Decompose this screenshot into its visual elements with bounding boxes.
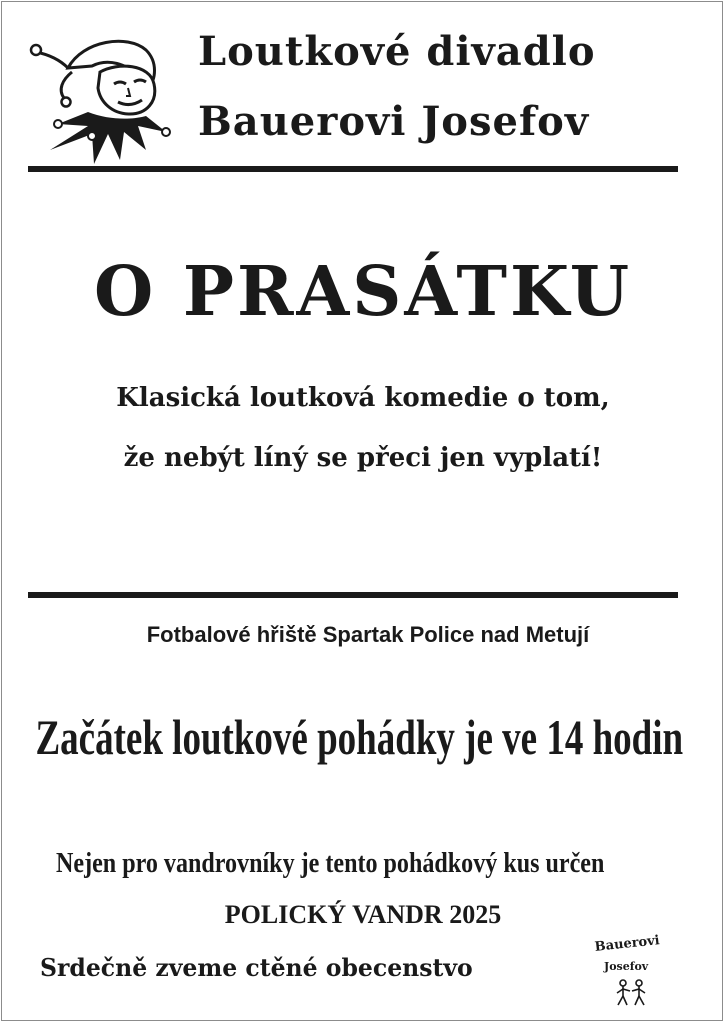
venue: Fotbalové hřiště Spartak Police nad Metují	[146, 622, 590, 647]
divider-middle	[28, 592, 678, 598]
two-puppets-icon	[614, 978, 648, 1008]
logo-bottom-text: Josefov	[604, 960, 649, 973]
welcome-note: Srdečně zveme ctěné obecenstvo	[40, 953, 473, 982]
logo-top-text: Bauerovi	[594, 933, 661, 955]
theatre-logo	[594, 933, 674, 1012]
start-time: Začátek loutkové pohádky je ve 14 hodin	[35, 709, 684, 765]
play-title: O PRASÁTKU	[93, 252, 633, 332]
jester-puppet-icon	[28, 28, 178, 166]
subtitle-line-2: že nebýt líný se přeci jen vyplatí!	[123, 443, 603, 473]
intended-for: Nejen pro vandrovníky je tento pohádkový kus určen	[56, 848, 605, 879]
theatre-name-line-1: Loutkové divadlo	[198, 28, 596, 75]
theatre-name-line-2: Bauerovi Josefov	[198, 98, 590, 145]
event-name: POLICKÝ VANDR 2025	[224, 900, 502, 929]
subtitle-line-1: Klasická loutková komedie o tom,	[116, 383, 610, 413]
divider-top	[28, 166, 678, 172]
